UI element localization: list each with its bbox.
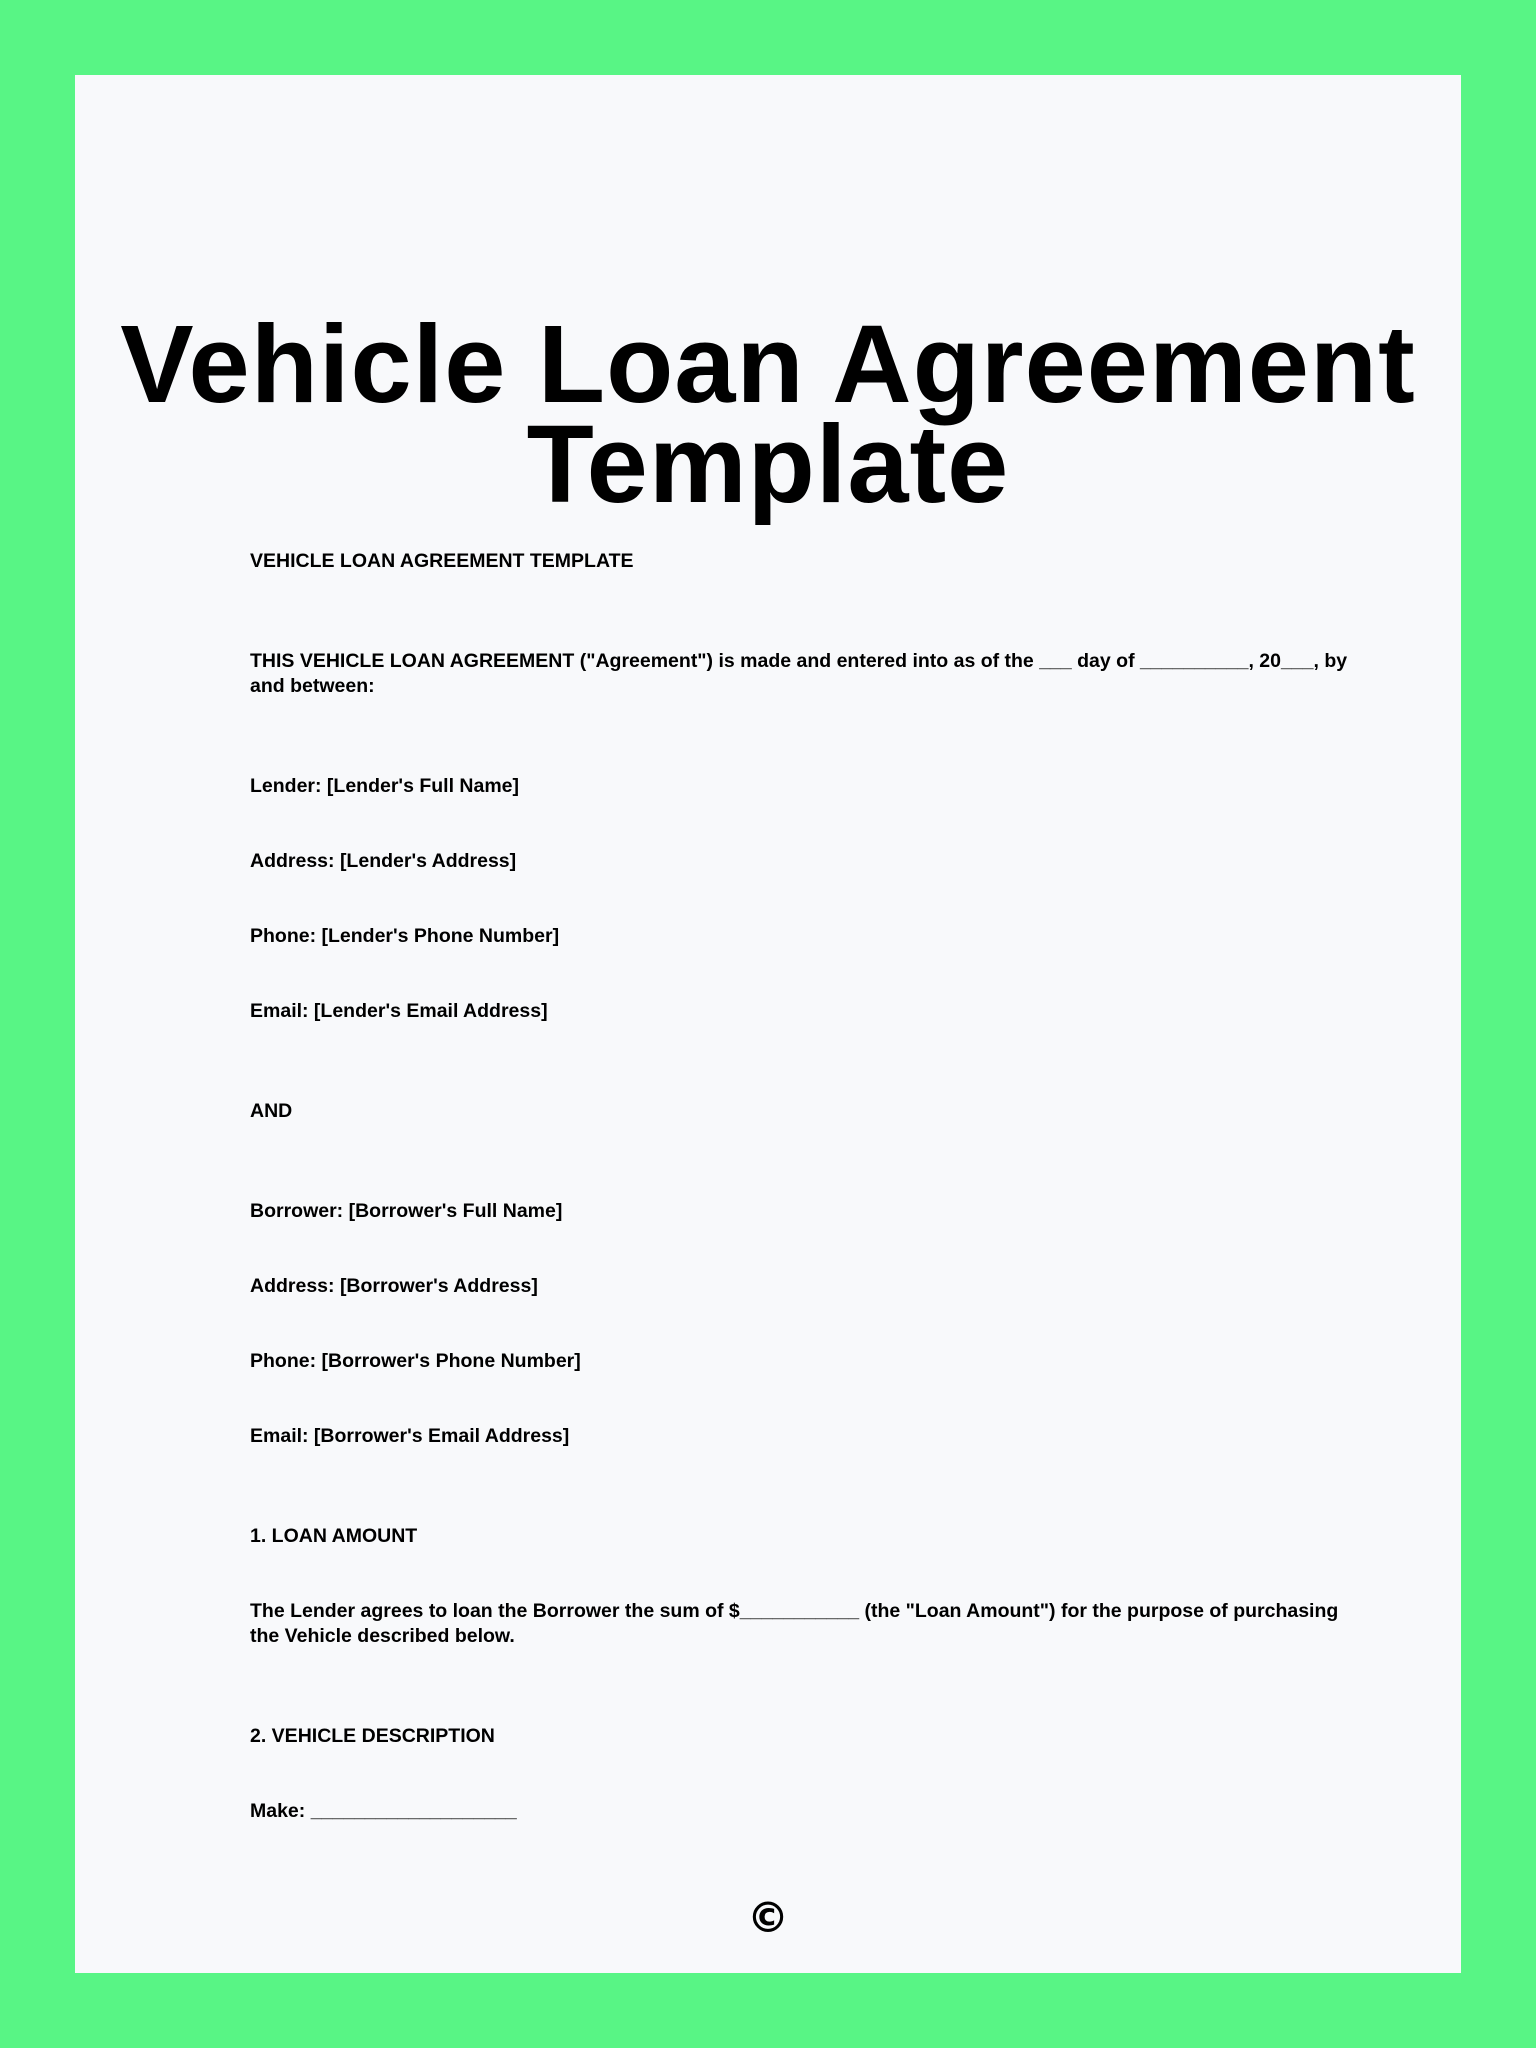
vehicle-make-field: Make: ___________________	[250, 1800, 517, 1822]
lender-phone: Phone: [Lender's Phone Number]	[250, 925, 560, 947]
section-loan-amount-body: The Lender agrees to loan the Borrower the sum of $___________ (the "Loan Amount") for the purpose of purchasing the Vehicle described below.	[250, 1600, 1339, 1647]
copyright-icon: ©	[747, 1893, 789, 1942]
borrower-phone: Phone: [Borrower's Phone Number]	[250, 1350, 581, 1372]
document-title-line-1: Vehicle Loan Agreement	[120, 303, 1416, 426]
borrower-email: Email: [Borrower's Email Address]	[250, 1425, 570, 1447]
lender-name: Lender: [Lender's Full Name]	[250, 775, 520, 797]
borrower-address: Address: [Borrower's Address]	[250, 1275, 538, 1297]
section-loan-amount-heading: 1. LOAN AMOUNT	[250, 1525, 418, 1547]
document-title	[75, 303, 1461, 526]
agreement-heading: VEHICLE LOAN AGREEMENT TEMPLATE	[250, 550, 634, 572]
borrower-name: Borrower: [Borrower's Full Name]	[250, 1200, 563, 1222]
document-page	[75, 75, 1461, 1973]
section-vehicle-description-heading: 2. VEHICLE DESCRIPTION	[250, 1725, 495, 1747]
lender-address: Address: [Lender's Address]	[250, 850, 517, 872]
lender-email: Email: [Lender's Email Address]	[250, 1000, 548, 1022]
document-title-line-2: Template	[526, 403, 1010, 526]
agreement-intro: THIS VEHICLE LOAN AGREEMENT ("Agreement") is made and entered into as of the ___ day of __________, 20___, by and between:	[250, 650, 1348, 697]
and-label: AND	[250, 1100, 293, 1122]
